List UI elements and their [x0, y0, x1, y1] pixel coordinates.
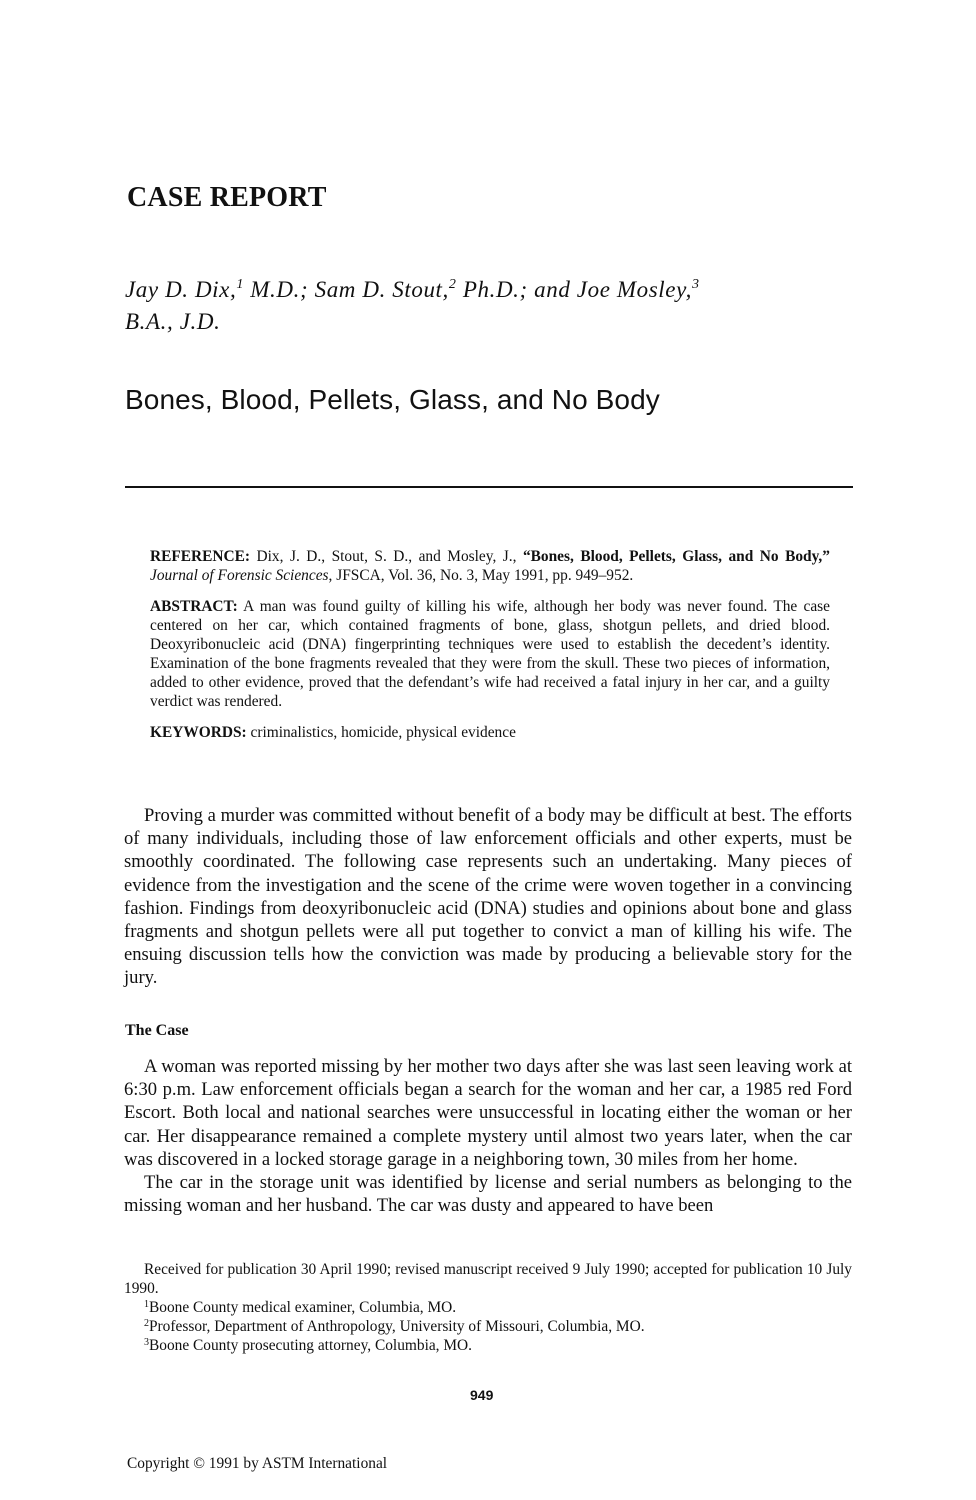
footnote-2-text: Professor, Department of Anthropology, University of Missouri, Columbia, MO. [149, 1318, 645, 1335]
abstract-text: A man was found guilty of killing his wife, although her body was never found. The case centered on her car, which contained fragments of bone, glass, shotgun pellets, and dried blood. Deoxyribonucleic acid (DNA) fingerprinting techniques were used to establish the decedent’s identity. Examination of the bone fragments revealed that they were from the skull. These two pieces of information, added to other evidence, proved that the defendant’s wife had received a fatal injury in her car, and a guilty verdict was rendered. [150, 598, 830, 710]
reference-paragraph [150, 547, 830, 585]
keywords-label: KEYWORDS: [150, 724, 247, 741]
keywords-paragraph [150, 723, 830, 742]
footnote-1 [124, 1298, 852, 1317]
abstract-label: ABSTRACT: [150, 598, 238, 615]
reference-authors: Dix, J. D., Stout, S. D., and Mosley, J., [250, 548, 523, 565]
footnotes [124, 1260, 852, 1355]
reference-details: , JFSCA, Vol. 36, No. 3, May 1991, pp. 949–952. [328, 567, 634, 584]
author-1-degree: M.D.; [243, 277, 315, 302]
case-section [124, 1055, 852, 1217]
intro-paragraph: Proving a murder was committed without benefit of a body may be difficult at best. The efforts of many individuals, including those of law enforcement officials and other experts, must be smoothly coordinated. The following case represents such an undertaking. Many pieces of evidence from the investigation and the scene of the crime were woven together in a convincing fashion. Findings from deoxyribonucleic acid (DNA) studies and opinions about bone and glass fragments and shotgun pellets were all put together to convict a man of killing his wife. The ensuing discussion tells how the conviction was made by producing a believable story for the jury. [124, 805, 852, 989]
author-2-name: Sam D. Stout, [314, 277, 449, 302]
page-number: 949 [470, 1387, 494, 1403]
keywords-text: criminalistics, homicide, physical evidence [246, 724, 516, 741]
footnote-3-text: Boone County prosecuting attorney, Columbia, MO. [149, 1337, 473, 1354]
author-1-name: Jay D. Dix, [125, 277, 237, 302]
case-heading: The Case [125, 1022, 189, 1039]
author-3-degree: B.A., J.D. [125, 309, 221, 334]
author-1-footnote-mark: 1 [236, 277, 244, 292]
reference-journal: Journal of Forensic Sciences [150, 567, 329, 584]
footnote-3 [124, 1336, 852, 1355]
copyright-notice: Copyright © 1991 by ASTM International [127, 1455, 388, 1472]
footnote-2 [124, 1317, 852, 1336]
abstract-block [150, 547, 830, 754]
abstract-paragraph [150, 597, 830, 711]
author-list [125, 274, 845, 338]
author-2-footnote-mark: 2 [448, 277, 457, 292]
footnote-2-mark: 2 [144, 1318, 149, 1329]
introduction [124, 804, 852, 990]
reference-title: “Bones, Blood, Pellets, Glass, and No Body,” [522, 548, 830, 565]
reference-label: REFERENCE: [150, 548, 251, 565]
case-paragraph-1: A woman was reported missing by her mother two days after she was last seen leaving work at 6:30 p.m. Law enforcement officials began a search for the woman and her car, a 1985 red Ford Escort. Both local and national searches were unsuccessful in locating either the woman or her car. Her disappearance remained a complete mystery until almost two years later, when the car was discovered in a locked storage garage in a neighboring town, 30 miles from her home. [124, 1056, 852, 1170]
author-2-degree: Ph.D.; and [456, 277, 577, 302]
footnote-1-mark: 1 [144, 1299, 149, 1310]
title-divider [125, 486, 853, 488]
footnote-3-mark: 3 [144, 1337, 149, 1348]
article-title: Bones, Blood, Pellets, Glass, and No Body [125, 384, 660, 415]
author-3-footnote-mark: 3 [691, 277, 700, 292]
case-paragraph-2: The car in the storage unit was identified by license and serial numbers as belonging to the missing woman and her husband. The car was dusty and appeared to have been [124, 1172, 852, 1217]
section-label: CASE REPORT [127, 182, 327, 213]
footnote-1-text: Boone County medical examiner, Columbia, MO. [149, 1299, 457, 1316]
author-3-name: Joe Mosley, [576, 277, 692, 302]
received-note: Received for publication 30 April 1990; revised manuscript received 9 July 1990; accepted for publication 10 July 1990. [124, 1261, 852, 1297]
